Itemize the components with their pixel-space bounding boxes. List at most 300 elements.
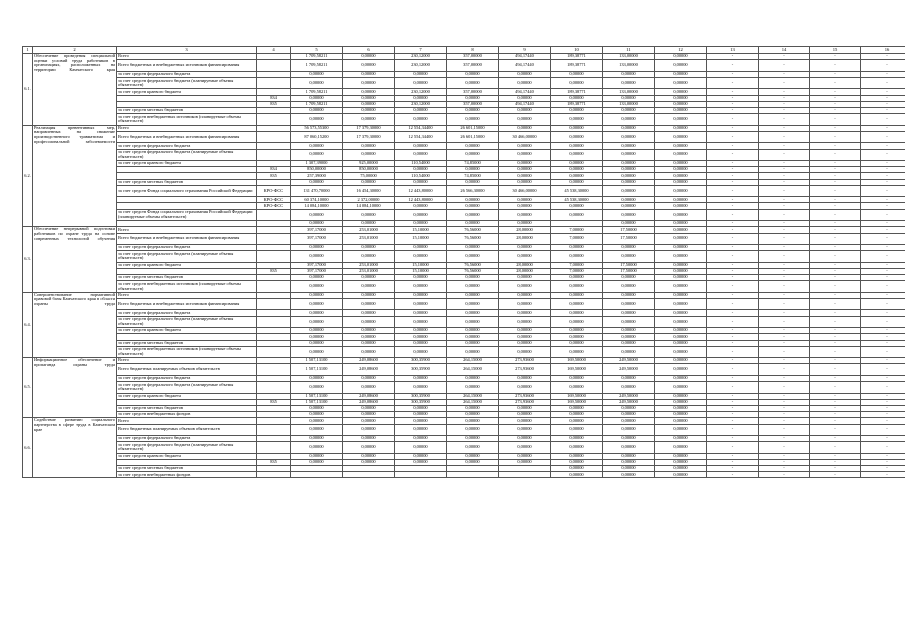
header-cell: 8 (447, 47, 499, 54)
amount-cell: - (810, 221, 861, 227)
amount-cell: 0,00000 (447, 453, 499, 459)
amount-cell: 0,00000 (343, 245, 395, 251)
amount-cell: - (759, 405, 810, 411)
amount-cell: - (759, 340, 810, 346)
amount-cell: 0,00000 (343, 298, 395, 310)
amount-cell: 110,54000 (395, 173, 447, 179)
header-cell: 4 (257, 47, 291, 54)
amount-cell: 133,00000 (603, 54, 655, 60)
amount-cell: - (707, 424, 759, 436)
amount-cell: - (810, 251, 861, 263)
amount-cell: 0,00000 (395, 375, 447, 381)
amount-cell: 0,00000 (291, 221, 343, 227)
amount-cell: 0,00000 (395, 424, 447, 436)
budget-code (257, 298, 291, 310)
amount-cell: 0,00000 (551, 107, 603, 113)
funding-source: Всего (117, 292, 257, 298)
amount-cell: 17 379,30000 (343, 125, 395, 131)
amount-cell: 0,00000 (655, 281, 707, 293)
amount-cell: - (759, 89, 810, 95)
amount-cell: 0,00000 (655, 310, 707, 316)
amount-cell: 0,00000 (551, 412, 603, 418)
budget-code (257, 442, 291, 454)
amount-cell: 0,00000 (499, 203, 551, 209)
table-row (23, 233, 905, 245)
amount-cell: 300,35900 (395, 358, 447, 364)
amount-cell: - (861, 375, 905, 381)
funding-source: Всего (117, 418, 257, 424)
amount-cell: 0,00000 (655, 364, 707, 376)
amount-cell: - (861, 393, 905, 399)
amount-cell: 0,00000 (395, 418, 447, 424)
amount-cell: 75,00000 (343, 173, 395, 179)
amount-cell: 253,01000 (343, 268, 395, 274)
amount-cell: 0,00000 (395, 281, 447, 293)
amount-cell: 0,00000 (291, 245, 343, 251)
amount-cell: - (759, 281, 810, 293)
amount-cell: 0,00000 (395, 245, 447, 251)
amount-cell: - (707, 167, 759, 173)
amount-cell: 0,00000 (655, 221, 707, 227)
amount-cell: 0,00000 (343, 316, 395, 328)
amount-cell: 0,00000 (395, 251, 447, 263)
amount-cell: 0,00000 (395, 334, 447, 340)
amount-cell: - (861, 179, 905, 185)
amount-cell: - (707, 209, 759, 221)
amount-cell: - (707, 101, 759, 107)
amount-cell: 0,00000 (551, 114, 603, 126)
amount-cell: 0,00000 (395, 221, 447, 227)
amount-cell: 0,00000 (447, 197, 499, 203)
amount-cell: 0,00000 (655, 167, 707, 173)
amount-cell: 0,00000 (343, 310, 395, 316)
amount-cell: - (759, 125, 810, 131)
amount-cell: 0,00000 (343, 346, 395, 358)
amount-cell: 0,00000 (499, 209, 551, 221)
amount-cell: 0,00000 (499, 149, 551, 161)
amount-cell: 0,00000 (603, 424, 655, 436)
amount-cell: 28,00000 (499, 227, 551, 233)
amount-cell: - (707, 54, 759, 60)
amount-cell: 7,00000 (551, 268, 603, 274)
amount-cell: - (759, 453, 810, 459)
amount-cell: 0,00000 (499, 375, 551, 381)
funding-source: за счет средств местных бюджетов (117, 275, 257, 281)
amount-cell: 0,00000 (603, 179, 655, 185)
table-row (23, 281, 905, 293)
amount-cell: - (861, 358, 905, 364)
amount-cell: - (861, 340, 905, 346)
amount-cell: 0,00000 (655, 334, 707, 340)
amount-cell: 1 507,13100 (291, 399, 343, 405)
amount-cell: 0,00000 (603, 375, 655, 381)
amount-cell: 0,00000 (447, 292, 499, 298)
amount-cell: 26 601,15000 (447, 131, 499, 143)
funding-source: за счет средств местных бюджетов (117, 466, 257, 472)
amount-cell: - (759, 459, 810, 465)
amount-cell: 253,01000 (343, 233, 395, 245)
amount-cell: 0,00000 (499, 405, 551, 411)
funding-source: за счет средств федерального бюджета (117, 245, 257, 251)
amount-cell: 133,00000 (603, 60, 655, 72)
amount-cell: 14 084,10000 (343, 203, 395, 209)
amount-cell: 0,00000 (447, 77, 499, 89)
funding-source: за счет средств федерального бюджета (117, 71, 257, 77)
amount-cell: 0,00000 (655, 418, 707, 424)
amount-cell: 2 372,00000 (343, 197, 395, 203)
amount-cell: 0,00000 (655, 71, 707, 77)
header-cell: 9 (499, 47, 551, 54)
amount-cell: - (861, 292, 905, 298)
amount-cell: 0,00000 (291, 292, 343, 298)
amount-cell: 0,00000 (447, 281, 499, 293)
funding-source: за счет средств краевого бюджета (117, 453, 257, 459)
budget-code (257, 77, 291, 89)
funding-source: за счет средств Фонда социального страхования Российской Федерации (117, 185, 257, 197)
header-cell: 3 (117, 47, 257, 54)
amount-cell: 0,00000 (655, 173, 707, 179)
amount-cell: - (759, 185, 810, 197)
amount-cell: 0,00000 (291, 334, 343, 340)
amount-cell: 12 554,34400 (395, 125, 447, 131)
amount-cell: - (861, 167, 905, 173)
amount-cell: 0,00000 (395, 203, 447, 209)
amount-cell: - (759, 114, 810, 126)
amount-cell: - (861, 316, 905, 328)
header-cell: 15 (810, 47, 861, 54)
amount-cell: 0,00000 (551, 149, 603, 161)
amount-cell: - (861, 221, 905, 227)
amount-cell: 0,00000 (395, 340, 447, 346)
amount-cell: 0,00000 (655, 453, 707, 459)
amount-cell: - (759, 375, 810, 381)
amount-cell: - (810, 54, 861, 60)
table-row (23, 442, 905, 454)
funding-source: за счет средств федерального бюджета (планируемые объемы обязательств) (117, 316, 257, 328)
amount-cell: 0,00000 (551, 334, 603, 340)
amount-cell: 249,50000 (603, 399, 655, 405)
header-cell: 2 (33, 47, 117, 54)
amount-cell: 300,35900 (395, 393, 447, 399)
amount-cell: - (707, 60, 759, 72)
funding-source: за счет средств федерального бюджета (планируемые объемы обязательств) (117, 442, 257, 454)
amount-cell: - (810, 340, 861, 346)
amount-cell: 0,00000 (499, 107, 551, 113)
amount-cell: 0,00000 (655, 131, 707, 143)
amount-cell: - (759, 54, 810, 60)
amount-cell (291, 472, 343, 478)
amount-cell: 0,00000 (655, 233, 707, 245)
amount-cell: 0,00000 (395, 114, 447, 126)
budget-code (257, 316, 291, 328)
amount-cell: 0,00000 (343, 375, 395, 381)
amount-cell: 249,08600 (343, 358, 395, 364)
amount-cell: 12 554,34400 (395, 131, 447, 143)
amount-cell: 494,17440 (499, 89, 551, 95)
amount-cell: 0,00000 (655, 95, 707, 101)
amount-cell: - (861, 442, 905, 454)
amount-cell: - (861, 346, 905, 358)
amount-cell: 0,00000 (291, 459, 343, 465)
amount-cell: - (759, 71, 810, 77)
amount-cell: 0,00000 (343, 412, 395, 418)
amount-cell: 0,00000 (655, 393, 707, 399)
amount-cell: 0,00000 (499, 95, 551, 101)
amount-cell: - (861, 472, 905, 478)
amount-cell: 0,00000 (291, 281, 343, 293)
amount-cell: 0,00000 (603, 459, 655, 465)
amount-cell: 0,00000 (655, 275, 707, 281)
amount-cell: 300,35900 (395, 364, 447, 376)
section-title: Информационное обеспечение и пропаганда охраны труда (33, 358, 117, 418)
amount-cell: - (707, 143, 759, 149)
amount-cell: - (707, 149, 759, 161)
amount-cell: 1 709,58211 (291, 89, 343, 95)
amount-cell: - (861, 77, 905, 89)
amount-cell: 0,00000 (603, 292, 655, 298)
amount-cell: 28,00000 (499, 262, 551, 268)
budget-code (257, 251, 291, 263)
amount-cell: 0,00000 (603, 442, 655, 454)
amount-cell: 0,00000 (499, 346, 551, 358)
amount-cell: - (759, 233, 810, 245)
amount-cell: - (861, 95, 905, 101)
amount-cell: - (810, 393, 861, 399)
amount-cell: 0,00000 (291, 418, 343, 424)
amount-cell: 0,00000 (395, 453, 447, 459)
amount-cell: - (707, 328, 759, 334)
amount-cell: 0,00000 (447, 405, 499, 411)
amount-cell: 0,00000 (551, 251, 603, 263)
amount-cell: 0,00000 (603, 281, 655, 293)
amount-cell: - (810, 89, 861, 95)
amount-cell: 0,00000 (343, 424, 395, 436)
amount-cell: 357,00000 (447, 54, 499, 60)
amount-cell: 169,50000 (551, 358, 603, 364)
amount-cell: - (861, 125, 905, 131)
header-cell: 5 (291, 47, 343, 54)
amount-cell: - (810, 209, 861, 221)
table-body (23, 47, 905, 478)
amount-cell: - (810, 233, 861, 245)
amount-cell: 0,00000 (291, 405, 343, 411)
amount-cell: - (759, 436, 810, 442)
amount-cell: 925,00000 (343, 161, 395, 167)
amount-cell: 0,00000 (499, 71, 551, 77)
budget-code: КРО-ФСС (257, 197, 291, 203)
amount-cell: - (759, 442, 810, 454)
funding-source: за счет средств федерального бюджета (планируемые объемы обязательств) (117, 251, 257, 263)
amount-cell: - (810, 114, 861, 126)
amount-cell: - (707, 173, 759, 179)
amount-cell: 14 084,10000 (291, 203, 343, 209)
budget-code: 835 (257, 173, 291, 179)
amount-cell: 189,38771 (551, 101, 603, 107)
amount-cell: 45 538,30000 (551, 197, 603, 203)
amount-cell: 0,00000 (551, 125, 603, 131)
amount-cell: 0,00000 (603, 221, 655, 227)
header-cell: 10 (551, 47, 603, 54)
amount-cell: - (810, 436, 861, 442)
amount-cell: 0,00000 (655, 251, 707, 263)
amount-cell: 28,00000 (499, 268, 551, 274)
amount-cell: - (810, 275, 861, 281)
budget-code (257, 382, 291, 394)
funding-source: Всего (117, 358, 257, 364)
funding-source: Всего бюджетных планируемых объемов обязательств (117, 424, 257, 436)
amount-cell: - (861, 466, 905, 472)
amount-cell: 0,00000 (447, 209, 499, 221)
amount-cell: 0,00000 (343, 114, 395, 126)
amount-cell: 30 466,00000 (499, 131, 551, 143)
amount-cell: - (810, 95, 861, 101)
amount-cell: - (810, 203, 861, 209)
funding-source: за счет средств федерального бюджета (117, 436, 257, 442)
funding-source: за счет средств краевого бюджета (117, 328, 257, 334)
amount-cell: 257,39000 (291, 173, 343, 179)
amount-cell: 0,00000 (395, 436, 447, 442)
amount-cell: - (861, 334, 905, 340)
amount-cell: - (810, 173, 861, 179)
amount-cell: 0,00000 (447, 382, 499, 394)
amount-cell: 0,00000 (551, 375, 603, 381)
amount-cell: 273,93600 (499, 358, 551, 364)
amount-cell: - (861, 209, 905, 221)
amount-cell: - (759, 292, 810, 298)
amount-cell: - (810, 442, 861, 454)
funding-source: Всего (117, 54, 257, 60)
amount-cell: 0,00000 (499, 316, 551, 328)
amount-cell: 0,00000 (343, 60, 395, 72)
amount-cell: 0,00000 (655, 143, 707, 149)
amount-cell: 0,00000 (603, 412, 655, 418)
amount-cell: - (707, 179, 759, 185)
amount-cell: - (707, 251, 759, 263)
amount-cell: 0,00000 (551, 173, 603, 179)
amount-cell: 273,93600 (499, 393, 551, 399)
amount-cell: - (861, 131, 905, 143)
amount-cell: 494,17440 (499, 54, 551, 60)
budget-code: 835 (257, 101, 291, 107)
amount-cell: 0,00000 (551, 71, 603, 77)
amount-cell: 397,17000 (291, 268, 343, 274)
amount-cell: - (759, 298, 810, 310)
amount-cell: 189,38771 (551, 60, 603, 72)
amount-cell: 0,00000 (603, 316, 655, 328)
amount-cell: - (861, 251, 905, 263)
amount-cell: - (810, 375, 861, 381)
budget-code: 835 (257, 399, 291, 405)
amount-cell: - (810, 298, 861, 310)
amount-cell: 0,00000 (447, 316, 499, 328)
amount-cell: 0,00000 (603, 328, 655, 334)
amount-cell: 0,00000 (655, 358, 707, 364)
amount-cell: 7,00000 (551, 227, 603, 233)
amount-cell: 0,00000 (499, 245, 551, 251)
amount-cell: - (759, 328, 810, 334)
amount-cell: 253,01000 (343, 227, 395, 233)
amount-cell: 0,00000 (603, 418, 655, 424)
amount-cell: - (707, 412, 759, 418)
amount-cell: 0,00000 (395, 143, 447, 149)
amount-cell: 0,00000 (603, 436, 655, 442)
amount-cell: 0,00000 (551, 316, 603, 328)
budget-code (257, 60, 291, 72)
funding-source: Всего бюджетных и внебюджетных источников финансирования (117, 131, 257, 143)
amount-cell: 0,00000 (291, 310, 343, 316)
amount-cell: 0,00000 (499, 442, 551, 454)
budget-code (257, 346, 291, 358)
amount-cell: 15,10000 (395, 268, 447, 274)
amount-cell: 850,00000 (291, 167, 343, 173)
amount-cell: - (861, 281, 905, 293)
amount-cell: 133,00000 (603, 101, 655, 107)
amount-cell: 0,00000 (447, 143, 499, 149)
amount-cell: 0,00000 (551, 424, 603, 436)
amount-cell: 0,00000 (551, 245, 603, 251)
table-row (23, 131, 905, 143)
amount-cell: 0,00000 (343, 209, 395, 221)
amount-cell: 0,00000 (603, 209, 655, 221)
amount-cell: 0,00000 (395, 149, 447, 161)
amount-cell: - (861, 412, 905, 418)
amount-cell: - (810, 292, 861, 298)
amount-cell: 0,00000 (291, 298, 343, 310)
amount-cell: 0,00000 (447, 346, 499, 358)
header-cell: 11 (603, 47, 655, 54)
amount-cell: 0,00000 (447, 340, 499, 346)
amount-cell: 0,00000 (291, 149, 343, 161)
amount-cell: - (861, 268, 905, 274)
amount-cell: 249,50000 (603, 364, 655, 376)
amount-cell: 0,00000 (499, 418, 551, 424)
amount-cell: - (759, 101, 810, 107)
table-row (23, 149, 905, 161)
amount-cell: 0,00000 (291, 95, 343, 101)
header-row (23, 47, 905, 54)
amount-cell: 0,00000 (343, 221, 395, 227)
funding-source: за счет средств внебюджетных источников (планируемые объемы обязательств) (117, 346, 257, 358)
amount-cell: 133,00000 (603, 89, 655, 95)
amount-cell: 0,00000 (291, 114, 343, 126)
section-title: Обеспечение непрерывной подготовки работников по охране труда на основе современных технологий обучения (33, 227, 117, 292)
amount-cell: 0,00000 (291, 340, 343, 346)
amount-cell: 0,00000 (551, 131, 603, 143)
amount-cell: 0,00000 (603, 340, 655, 346)
amount-cell: 0,00000 (551, 346, 603, 358)
section-title: Обеспечение проведения специальной оценки условий труда работников в организациях, расположенных на территории Камчатского края (33, 54, 117, 126)
amount-cell: 0,00000 (551, 405, 603, 411)
amount-cell: 0,00000 (655, 268, 707, 274)
amount-cell: 0,00000 (291, 275, 343, 281)
amount-cell: - (759, 167, 810, 173)
amount-cell: 249,50000 (603, 393, 655, 399)
amount-cell: - (861, 424, 905, 436)
amount-cell: 131 470,70000 (291, 185, 343, 197)
amount-cell: 0,00000 (447, 334, 499, 340)
amount-cell: - (810, 143, 861, 149)
amount-cell: 16 454,30000 (343, 185, 395, 197)
amount-cell: 0,00000 (499, 412, 551, 418)
amount-cell: 0,00000 (291, 143, 343, 149)
amount-cell: - (707, 221, 759, 227)
funding-source: Всего (117, 227, 257, 233)
amount-cell: 0,00000 (447, 328, 499, 334)
amount-cell: - (759, 221, 810, 227)
amount-cell: 7,00000 (551, 233, 603, 245)
funding-source: Всего (117, 125, 257, 131)
amount-cell: 0,00000 (343, 459, 395, 465)
